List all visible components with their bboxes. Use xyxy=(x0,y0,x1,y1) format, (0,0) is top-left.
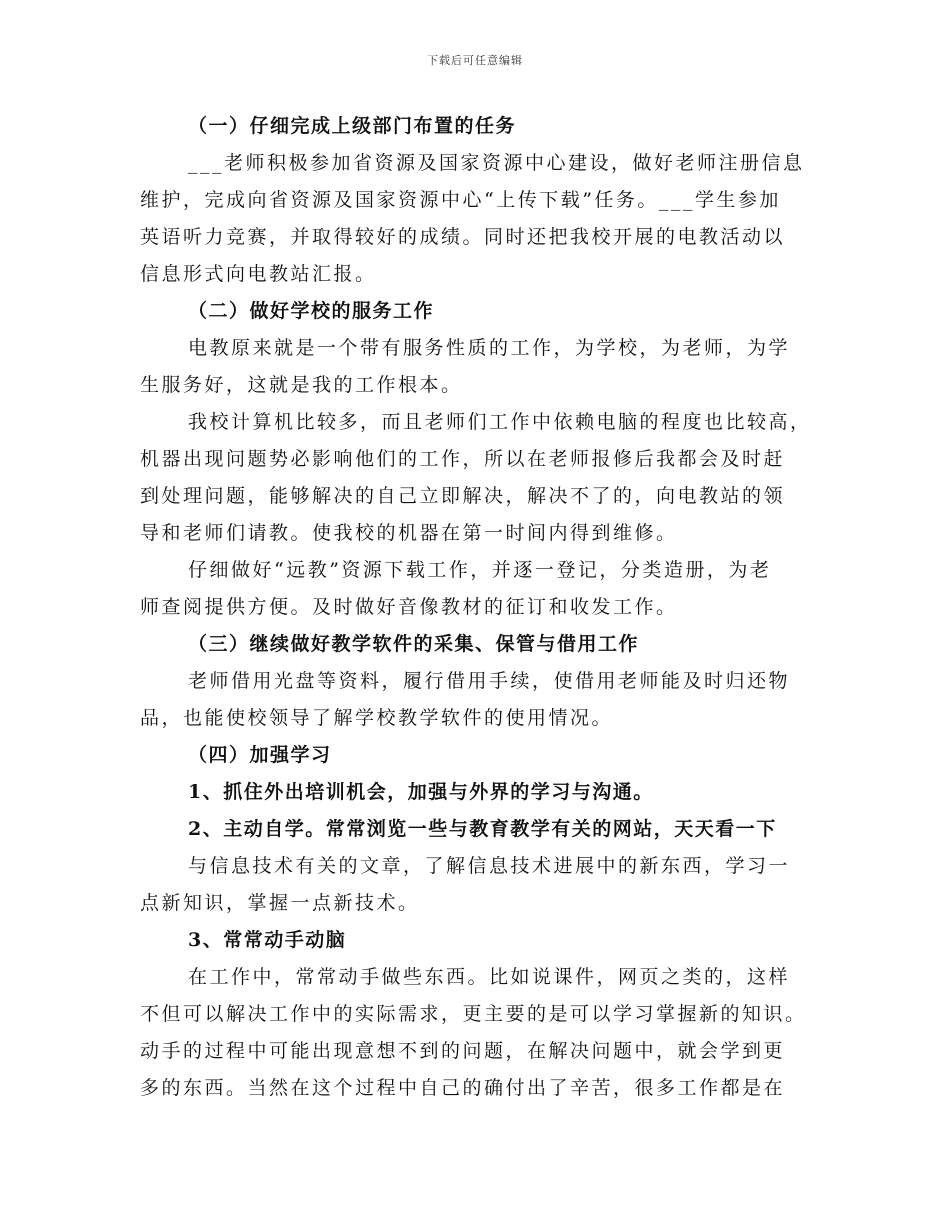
paragraph-line: 师查阅提供方便。及时做好音像教材的征订和收发工作。 xyxy=(140,596,678,618)
paragraph-line: 导和老师们请教。使我校的机器在第一时间内得到维修。 xyxy=(140,522,678,544)
document-body xyxy=(140,108,820,1107)
paragraph-line: 英语听力竞赛，并取得较好的成绩。同时还把我校开展的电教活动以 xyxy=(140,226,786,248)
paragraph-line: ___老师积极参加省资源及国家资源中心建设，做好老师注册信息 xyxy=(188,152,805,174)
paragraph-line: 与信息技术有关的文章，了解信息技术进展中的新东西，学习一 xyxy=(188,855,791,877)
subheading-2: 2、主动自学。常常浏览一些与教育教学有关的网站，天天看一下 xyxy=(188,818,777,840)
paragraph-line: 老师借用光盘等资料，履行借用手续，使借用老师能及时归还物 xyxy=(188,670,791,692)
section-heading-2: （二）做好学校的服务工作 xyxy=(188,300,435,322)
paragraph-line: 到处理问题，能够解决的自己立即解决，解决不了的，向电教站的领 xyxy=(140,485,786,507)
paragraph-line: 动手的过程中可能出现意想不到的问题，在解决问题中，就会学到更 xyxy=(140,1040,786,1062)
page-header: 下载后可任意编辑 xyxy=(427,54,523,67)
subheading-1: 1、抓住外出培训机会，加强与外界的学习与沟通。 xyxy=(188,781,654,803)
paragraph-line: 维护，完成向省资源及国家资源中心“上传下载”任务。___学生参加 xyxy=(140,189,781,211)
section-heading-4: （四）加强学习 xyxy=(188,744,332,766)
paragraph-line: 信息形式向电教站汇报。 xyxy=(140,263,377,285)
paragraph-line: 我校计算机比较多，而且老师们工作中依赖电脑的程度也比较高， xyxy=(188,411,812,433)
paragraph-line: 不但可以解决工作中的实际需求，更主要的是可以学习掌握新的知识。 xyxy=(140,1003,807,1025)
paragraph-line: 点新知识，掌握一点新技术。 xyxy=(140,892,420,914)
paragraph-line: 多的东西。当然在这个过程中自己的确付出了辛苦，很多工作都是在 xyxy=(140,1077,786,1099)
paragraph-line: 在工作中，常常动手做些东西。比如说课件，网页之类的，这样 xyxy=(188,966,791,988)
paragraph-line: 生服务好，这就是我的工作根本。 xyxy=(140,374,463,396)
paragraph-line: 品，也能使校领导了解学校教学软件的使用情况。 xyxy=(140,707,614,729)
paragraph-line: 电教原来就是一个带有服务性质的工作，为学校，为老师，为学 xyxy=(188,337,791,359)
subheading-3: 3、常常动手动脑 xyxy=(188,929,347,951)
paragraph-line: 机器出现问题势必影响他们的工作，所以在老师报修后我都会及时赶 xyxy=(140,448,786,470)
section-heading-3: （三）继续做好教学软件的采集、保管与借用工作 xyxy=(188,633,640,655)
section-heading-1: （一）仔细完成上级部门布置的任务 xyxy=(188,115,517,137)
paragraph-line: 仔细做好“远教”资源下载工作，并逐一登记，分类造册，为老 xyxy=(188,559,772,581)
